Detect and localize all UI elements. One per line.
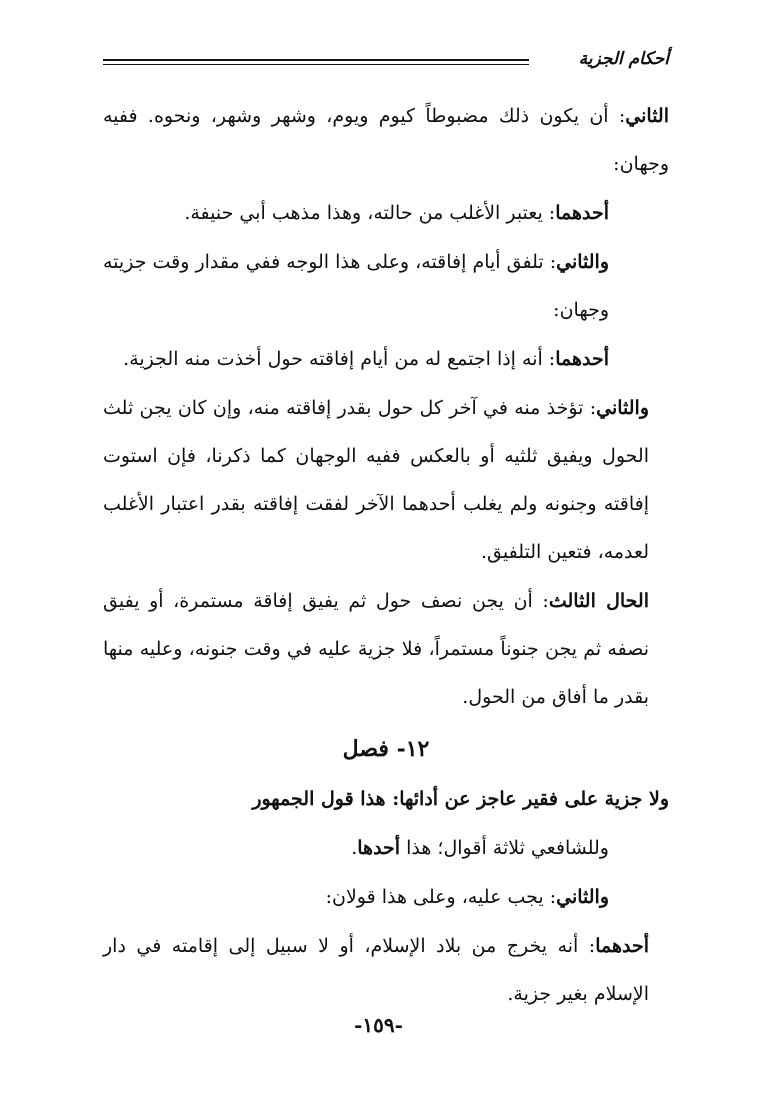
section-paragraph-second [103, 873, 669, 921]
paragraph-lead: أحدهما [595, 935, 649, 957]
paragraph-text: : تؤخذ منه في آخر كل حول بقدر إفاقته منه، وإن كان يجن ثلث الحول ويفيق ثلثيه أو بالعكس ففيه الوجهان كما ذكرنا، فإن استوت إفاقته وجنونه ولم يغلب أحدهما الآخر لفقت إفاقته بقدر اعتبار الأغلب لعدمه، فتعين التلفيق. [103, 397, 649, 563]
paragraph-lead: ولا جزية على فقير عاجز عن أدائها: هذا قول الجمهور [252, 788, 669, 810]
section-paragraph-shafii [103, 824, 669, 872]
header-title: أحكام الجزية [571, 48, 669, 70]
paragraph-text: : تلفق أيام إفاقته، وعلى هذا الوجه ففي مقدار وقت جزيته وجهان: [103, 251, 609, 321]
page-body [103, 92, 669, 1019]
header-double-rule [103, 59, 529, 65]
paragraph-lead: الثاني [625, 105, 669, 127]
paragraph-lead: أحدهما [555, 348, 609, 370]
section-paragraph-first [103, 922, 669, 1018]
paragraph-third-state [103, 577, 669, 721]
paragraph-first-sub-view [103, 335, 669, 383]
paragraph-text: : يجب عليه، وعلى هذا قولان: [325, 886, 557, 908]
paragraph-second-case [103, 92, 669, 188]
paragraph-text: : أنه يخرج من بلاد الإسلام، أو لا سبيل إلى إقامته في دار الإسلام بغير جزية. [103, 935, 649, 1005]
paragraph-first-view [103, 189, 669, 237]
paragraph-text: : أنه إذا اجتمع له من أيام إفاقته حول أخذت منه الجزية. [123, 348, 556, 370]
paragraph-lead: والثاني [556, 251, 609, 273]
paragraph-lead: الحال الثالث [548, 590, 650, 612]
paragraph-text: : أن يكون ذلك مضبوطاً كيوم ويوم، وشهر وشهر، ونحوه. ففيه وجهان: [103, 105, 669, 175]
paragraph-lead: والثاني [596, 397, 649, 419]
running-header [103, 50, 669, 74]
paragraph-tail: أحدها [357, 837, 401, 859]
page-number: -١٥٩- [354, 1013, 403, 1037]
paragraph-text: : أن يجن نصف حول ثم يفيق إفاقة مستمرة، أو يفيق نصفه ثم يجن جنوناً مستمراً، فلا جزية عليه في وقت جنونه، وعليه منها بقدر ما أفاق من الحول. [103, 590, 649, 708]
paragraph-text: : يعتبر الأغلب من حالته، وهذا مذهب أبي حنيفة. [184, 202, 556, 224]
paragraph-lead: أحدهما [555, 202, 609, 224]
paragraph-tail-end: . [351, 837, 358, 859]
paragraph-text: وللشافعي ثلاثة أقوال؛ هذا [400, 837, 609, 859]
section-heading: ١٢- فصل [342, 736, 430, 762]
paragraph-lead: والثاني [556, 886, 609, 908]
paragraph-second-view [103, 238, 669, 334]
section-paragraph-poor [103, 775, 669, 823]
paragraph-second-sub-view [103, 384, 669, 576]
